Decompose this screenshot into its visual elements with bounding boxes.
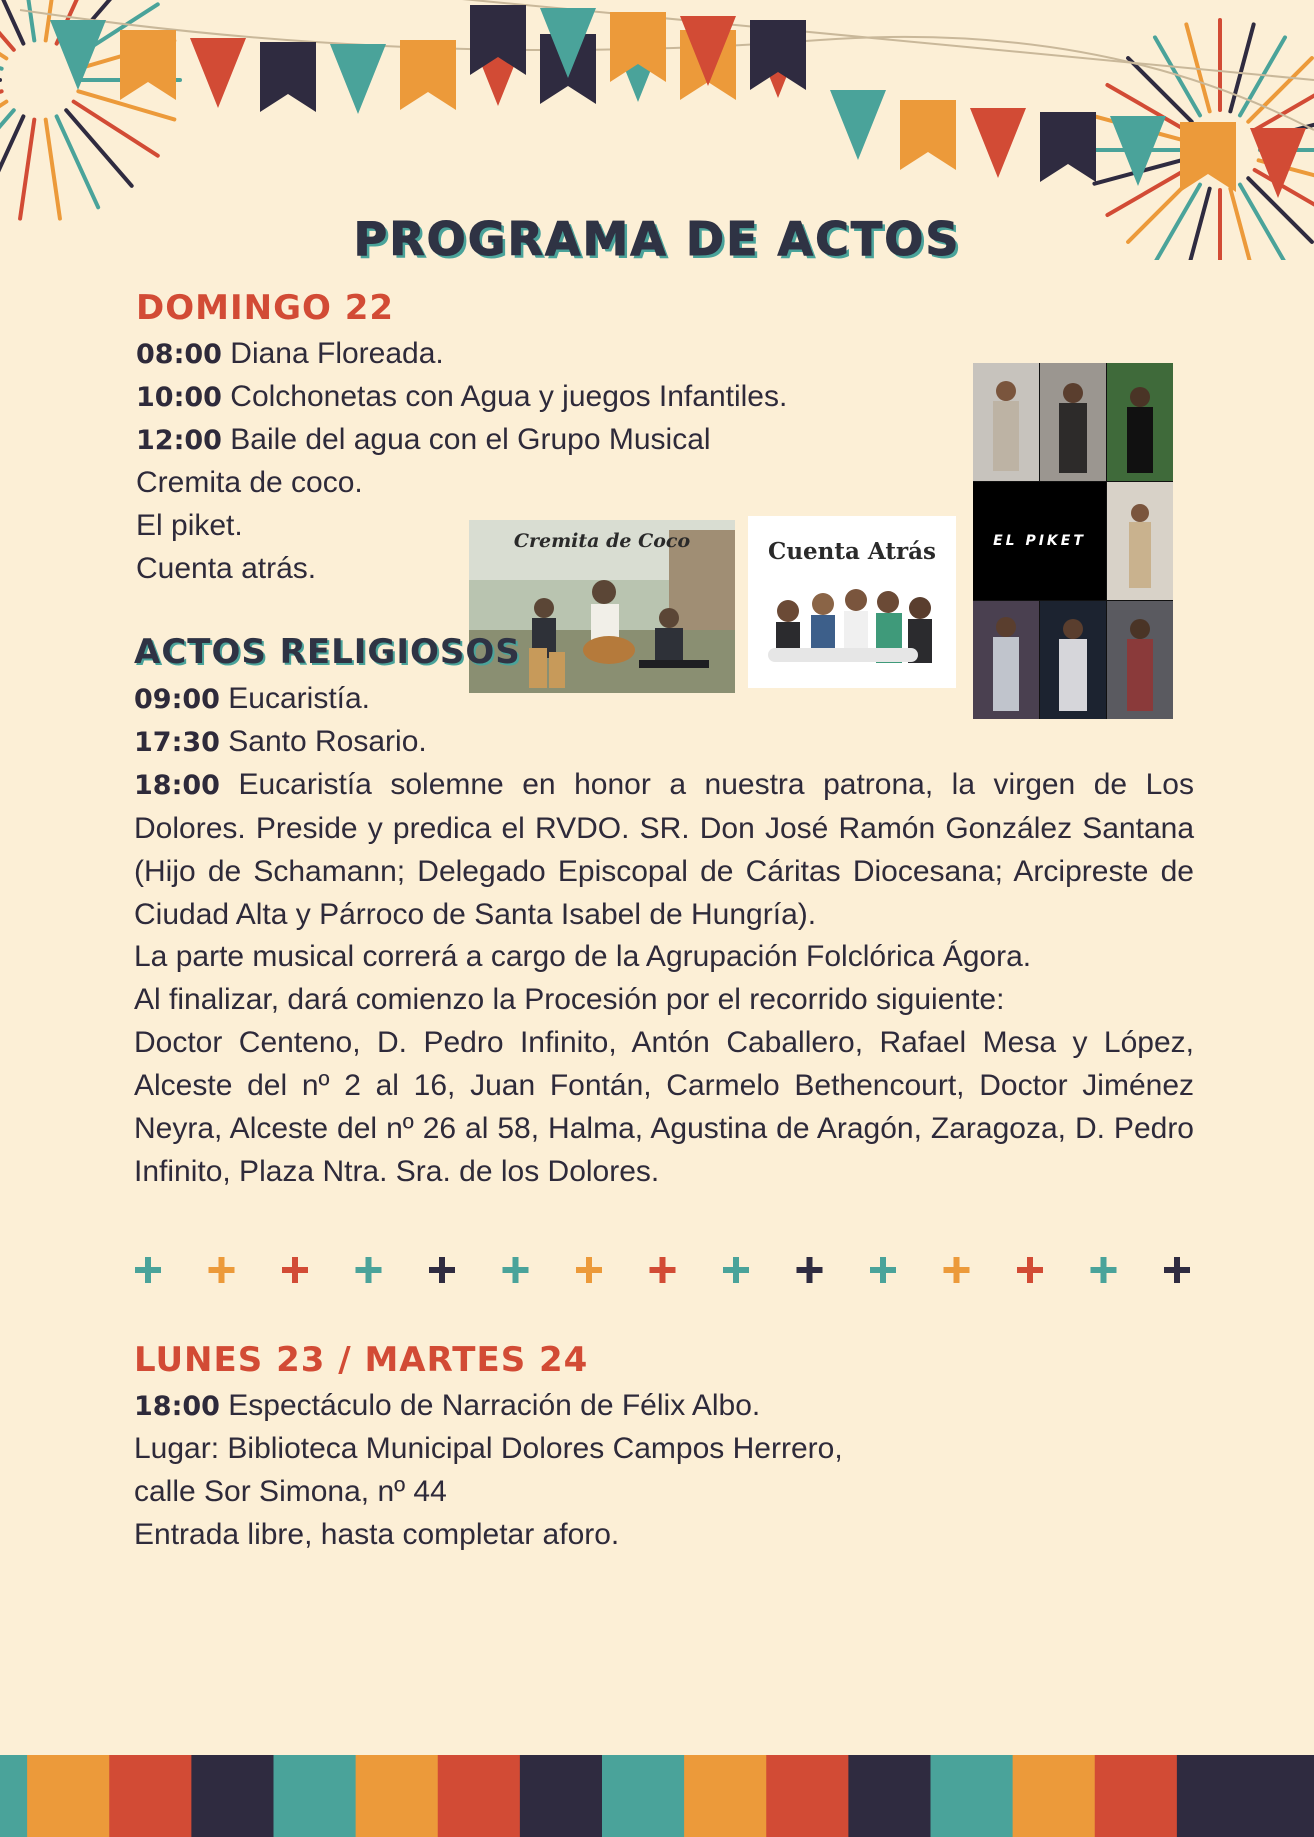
firework-ray — [20, 120, 34, 219]
event-text: Colchonetas con Agua y juegos Infantiles. — [221, 380, 788, 413]
group-name: Cuenta atrás. — [136, 552, 317, 585]
event-time: 08:00 — [136, 339, 222, 370]
firework-ray — [0, 116, 23, 207]
event-time: 18:00 — [134, 770, 220, 801]
firework-ray — [57, 116, 99, 207]
crosses-divider — [134, 1250, 1194, 1290]
cremita-caption: Cremita de Coco — [513, 530, 691, 552]
stripe-block — [1259, 1755, 1314, 1837]
event-line — [136, 332, 444, 376]
bunting-flag — [260, 42, 316, 112]
firework-ray — [20, 0, 34, 40]
stripe-block — [684, 1755, 767, 1837]
stripe-block — [1013, 1755, 1096, 1837]
cross-mark — [1164, 1257, 1190, 1283]
entry-line: Entrada libre, hasta completar aforo. — [134, 1518, 620, 1551]
stripe-block — [1177, 1755, 1260, 1837]
bunting-flag — [120, 30, 176, 100]
firework-ray — [46, 120, 60, 219]
event-line — [134, 677, 370, 721]
stripe-block — [356, 1755, 439, 1837]
stripe-block — [1095, 1755, 1178, 1837]
cuenta-atras-photo — [748, 516, 956, 688]
cuenta-caption: Cuenta Atrás — [768, 538, 936, 565]
cross-mark — [576, 1257, 602, 1283]
bunting-flag — [830, 90, 886, 160]
eucaristia-paragraph — [134, 763, 1194, 936]
place-line: Lugar: Biblioteca Municipal Dolores Campos Herrero, — [134, 1432, 843, 1465]
event-line — [134, 720, 427, 764]
stripe-block — [520, 1755, 603, 1837]
event-time: 18:00 — [134, 1391, 220, 1422]
stripe-block — [274, 1755, 357, 1837]
cross-mark — [1017, 1257, 1043, 1283]
page-title: PROGRAMA DE ACTOS — [353, 212, 961, 266]
place-line: calle Sor Simona, nº 44 — [134, 1475, 447, 1508]
cross-mark — [870, 1257, 896, 1283]
firework-ray — [66, 110, 131, 186]
stripe-block — [931, 1755, 1014, 1837]
event-time: 09:00 — [134, 684, 220, 715]
stripe-block — [27, 1755, 110, 1837]
cross-mark — [797, 1257, 823, 1283]
religiosos-heading: ACTOS RELIGIOSOS — [134, 632, 521, 672]
event-text: Baile del agua con el Grupo Musical — [221, 423, 711, 456]
cross-mark — [282, 1257, 308, 1283]
procession-intro: Al finalizar, dará comienzo la Procesión por el recorrido siguiente: — [134, 983, 1005, 1016]
group-name: Cremita de coco. — [136, 466, 363, 499]
bottom-stripes — [0, 1755, 1314, 1837]
bunting-flag — [190, 38, 246, 108]
event-line — [134, 1384, 760, 1428]
cross-mark — [944, 1257, 970, 1283]
event-text: Espectáculo de Narración de Félix Albo. — [219, 1389, 761, 1422]
bunting-flags — [50, 5, 1306, 198]
el-piket-collage — [973, 363, 1173, 719]
bunting-flag — [1180, 122, 1236, 192]
bunting-flag — [1040, 112, 1096, 182]
cross-mark — [1091, 1257, 1117, 1283]
stripe-block — [766, 1755, 849, 1837]
event-text: Diana Floreada. — [221, 337, 444, 370]
cross-mark — [356, 1257, 382, 1283]
event-line — [136, 418, 711, 462]
procession-route: Doctor Centeno, D. Pedro Infinito, Antón Caballero, Rafael Mesa y López, Alceste del nº 2 al 16, Juan Fontán, Carmelo Bethencourt, Doctor Jiménez Neyra, Alceste del nº 26 al 58, Halma, Agustina de Aragón, Zaragoza, D. Pedro Infinito, Plaza Ntra. Sra. de los Dolores. — [134, 1026, 1194, 1188]
firework-ray — [0, 102, 6, 156]
domingo-heading: DOMINGO 22 — [136, 288, 395, 328]
lunes-heading: LUNES 23 / MARTES 24 — [134, 1340, 589, 1380]
stripe-block — [191, 1755, 274, 1837]
stripe-block — [109, 1755, 192, 1837]
bunting-flag — [900, 100, 956, 170]
event-time: 10:00 — [136, 382, 222, 413]
piket-caption: EL PIKET — [993, 533, 1086, 549]
bunting-flag — [970, 108, 1026, 178]
stripe-block — [438, 1755, 521, 1837]
event-line — [136, 375, 787, 419]
event-time: 12:00 — [136, 425, 222, 456]
bunting-flag — [330, 44, 386, 114]
event-text: Santo Rosario. — [219, 725, 427, 758]
music-line: La parte musical correrá a cargo de la Agrupación Folclórica Ágora. — [134, 940, 1032, 973]
stripe-block — [602, 1755, 685, 1837]
cross-mark — [429, 1257, 455, 1283]
cross-mark — [723, 1257, 749, 1283]
firework-ray — [0, 4, 6, 58]
cross-mark — [209, 1257, 235, 1283]
stripe-block — [848, 1755, 931, 1837]
cross-mark — [650, 1257, 676, 1283]
event-text: Eucaristía solemne en honor a nuestra patrona, la virgen de Los Dolores. Preside y predica el RVDO. SR. Don José Ramón González Santana (Hijo de Schamann; Delegado Episcopal de Cáritas Diocesana; Arcipreste de Ciudad Alta y Párroco de Santa Isabel de Hungría). — [134, 768, 1194, 931]
event-time: 17:30 — [134, 727, 220, 758]
stripe-block — [0, 1755, 28, 1837]
cross-mark — [503, 1257, 529, 1283]
firework-ray — [1248, 58, 1312, 122]
bunting-flag — [400, 40, 456, 110]
event-text: Eucaristía. — [219, 682, 371, 715]
group-name: El piket. — [136, 509, 243, 542]
cross-mark — [135, 1257, 161, 1283]
